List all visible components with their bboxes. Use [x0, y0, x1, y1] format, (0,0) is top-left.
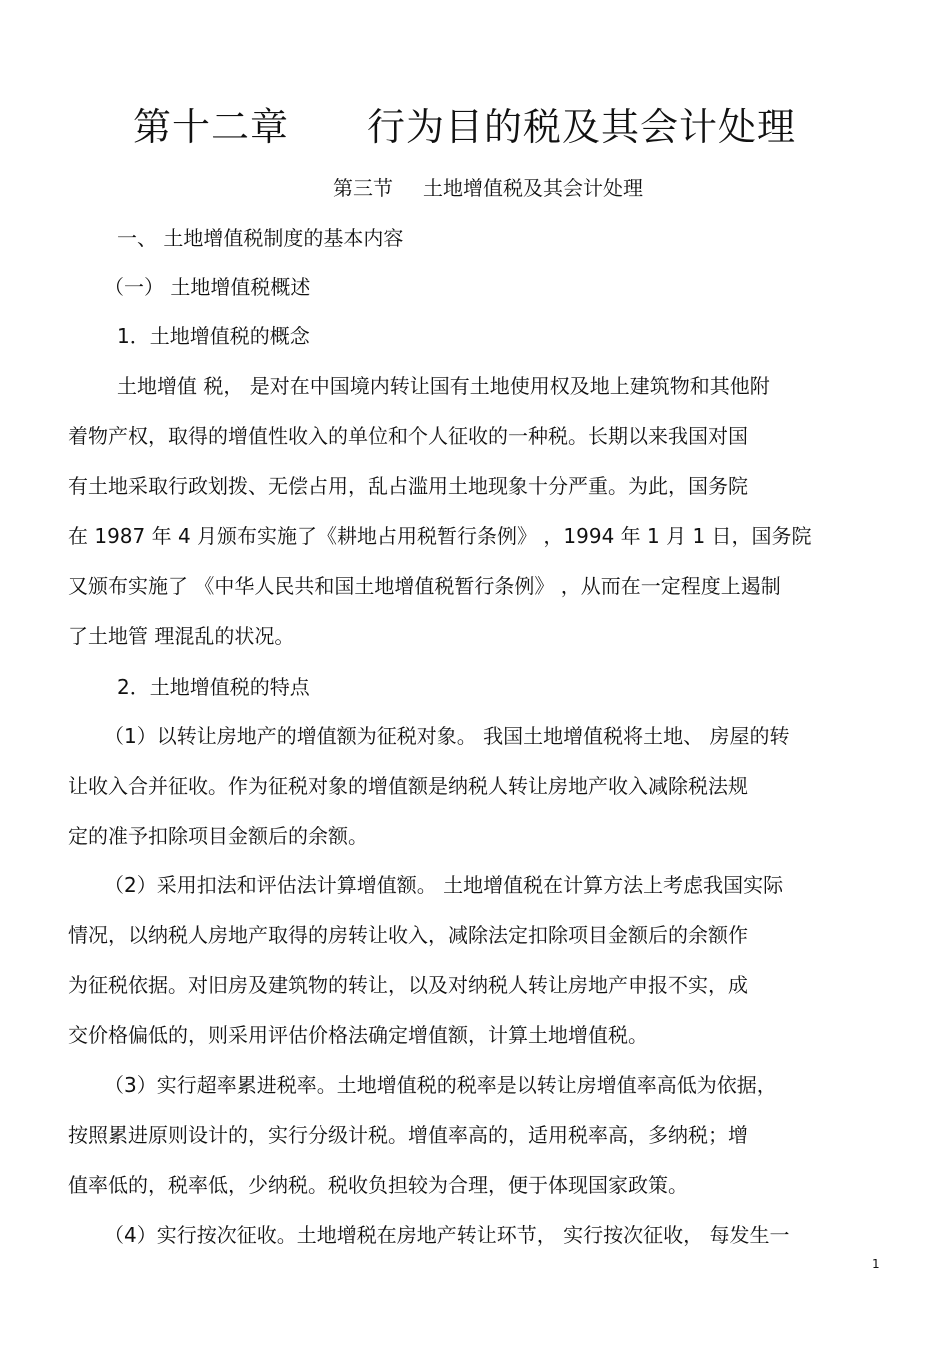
- paragraph-line: 土地增值 税， 是对在中国境内转让国有土地使用权及地上建筑物和其他附: [117, 374, 770, 398]
- chapter-number: 第十二章: [133, 105, 290, 149]
- paragraph-line: 交价格偏低的，则采用评估价格法确定增值额，计算土地增值税。: [68, 1023, 648, 1047]
- page-number: 1: [872, 1257, 880, 1271]
- paragraph-line: （2）采用扣法和评估法计算增值额。 土地增值税在计算方法上考虑我国实际: [104, 873, 784, 897]
- heading-level-1: 一、 土地增值税制度的基本内容: [117, 226, 404, 250]
- paragraph-line: （1）以转让房地产的增值额为征税对象。 我国土地增值税将土地、 房屋的转: [104, 724, 790, 748]
- paragraph-line: （4）实行按次征收。土地增税在房地产转让环节， 实行按次征收， 每发生一: [104, 1223, 790, 1247]
- heading-level-3: 2．土地增值税的特点: [117, 675, 310, 699]
- chapter-title: 行为目的税及其会计处理: [367, 105, 797, 149]
- section-title: 土地增值税及其会计处理: [423, 176, 643, 200]
- paragraph-line: 让收入合并征收。作为征税对象的增值额是纳税人转让房地产收入减除税法规: [68, 774, 748, 798]
- paragraph-line: 又颁布实施了 《中华人民共和国土地增值税暂行条例》 ，从而在一定程度上遏制: [68, 574, 781, 598]
- paragraph-line: 有土地采取行政划拨、无偿占用，乱占滥用土地现象十分严重。为此，国务院: [68, 474, 748, 498]
- paragraph-line: 为征税依据。对旧房及建筑物的转让，以及对纳税人转让房地产申报不实，成: [68, 973, 748, 997]
- paragraph-line: 按照累进原则设计的，实行分级计税。增值率高的，适用税率高，多纳税；增: [68, 1123, 748, 1147]
- paragraph-line: 值率低的，税率低，少纳税。税收负担较为合理，便于体现国家政策。: [68, 1173, 688, 1197]
- section-heading: [333, 176, 643, 200]
- paragraph-line: 定的准予扣除项目金额后的余额。: [68, 824, 368, 848]
- section-number: 第三节: [333, 176, 393, 200]
- paragraph-line: 在 1987 年 4 月颁布实施了《耕地占用税暂行条例》 ，1994 年 1 月 1 日，国务院: [68, 524, 812, 548]
- paragraph-line: （3）实行超率累进税率。土地增值税的税率是以转让房增值率高低为依据，: [104, 1073, 777, 1097]
- paragraph-line: 了土地管 理混乱的状况。: [68, 624, 295, 648]
- paragraph-line: 情况，以纳税人房地产取得的房转让收入，减除法定扣除项目金额后的余额作: [68, 923, 748, 947]
- heading-level-3: 1．土地增值税的概念: [117, 324, 310, 348]
- paragraph-line: 着物产权，取得的增值性收入的单位和个人征收的一种税。长期以来我国对国: [68, 424, 748, 448]
- chapter-heading: [133, 104, 796, 150]
- heading-level-2: （一） 土地增值税概述: [104, 275, 311, 299]
